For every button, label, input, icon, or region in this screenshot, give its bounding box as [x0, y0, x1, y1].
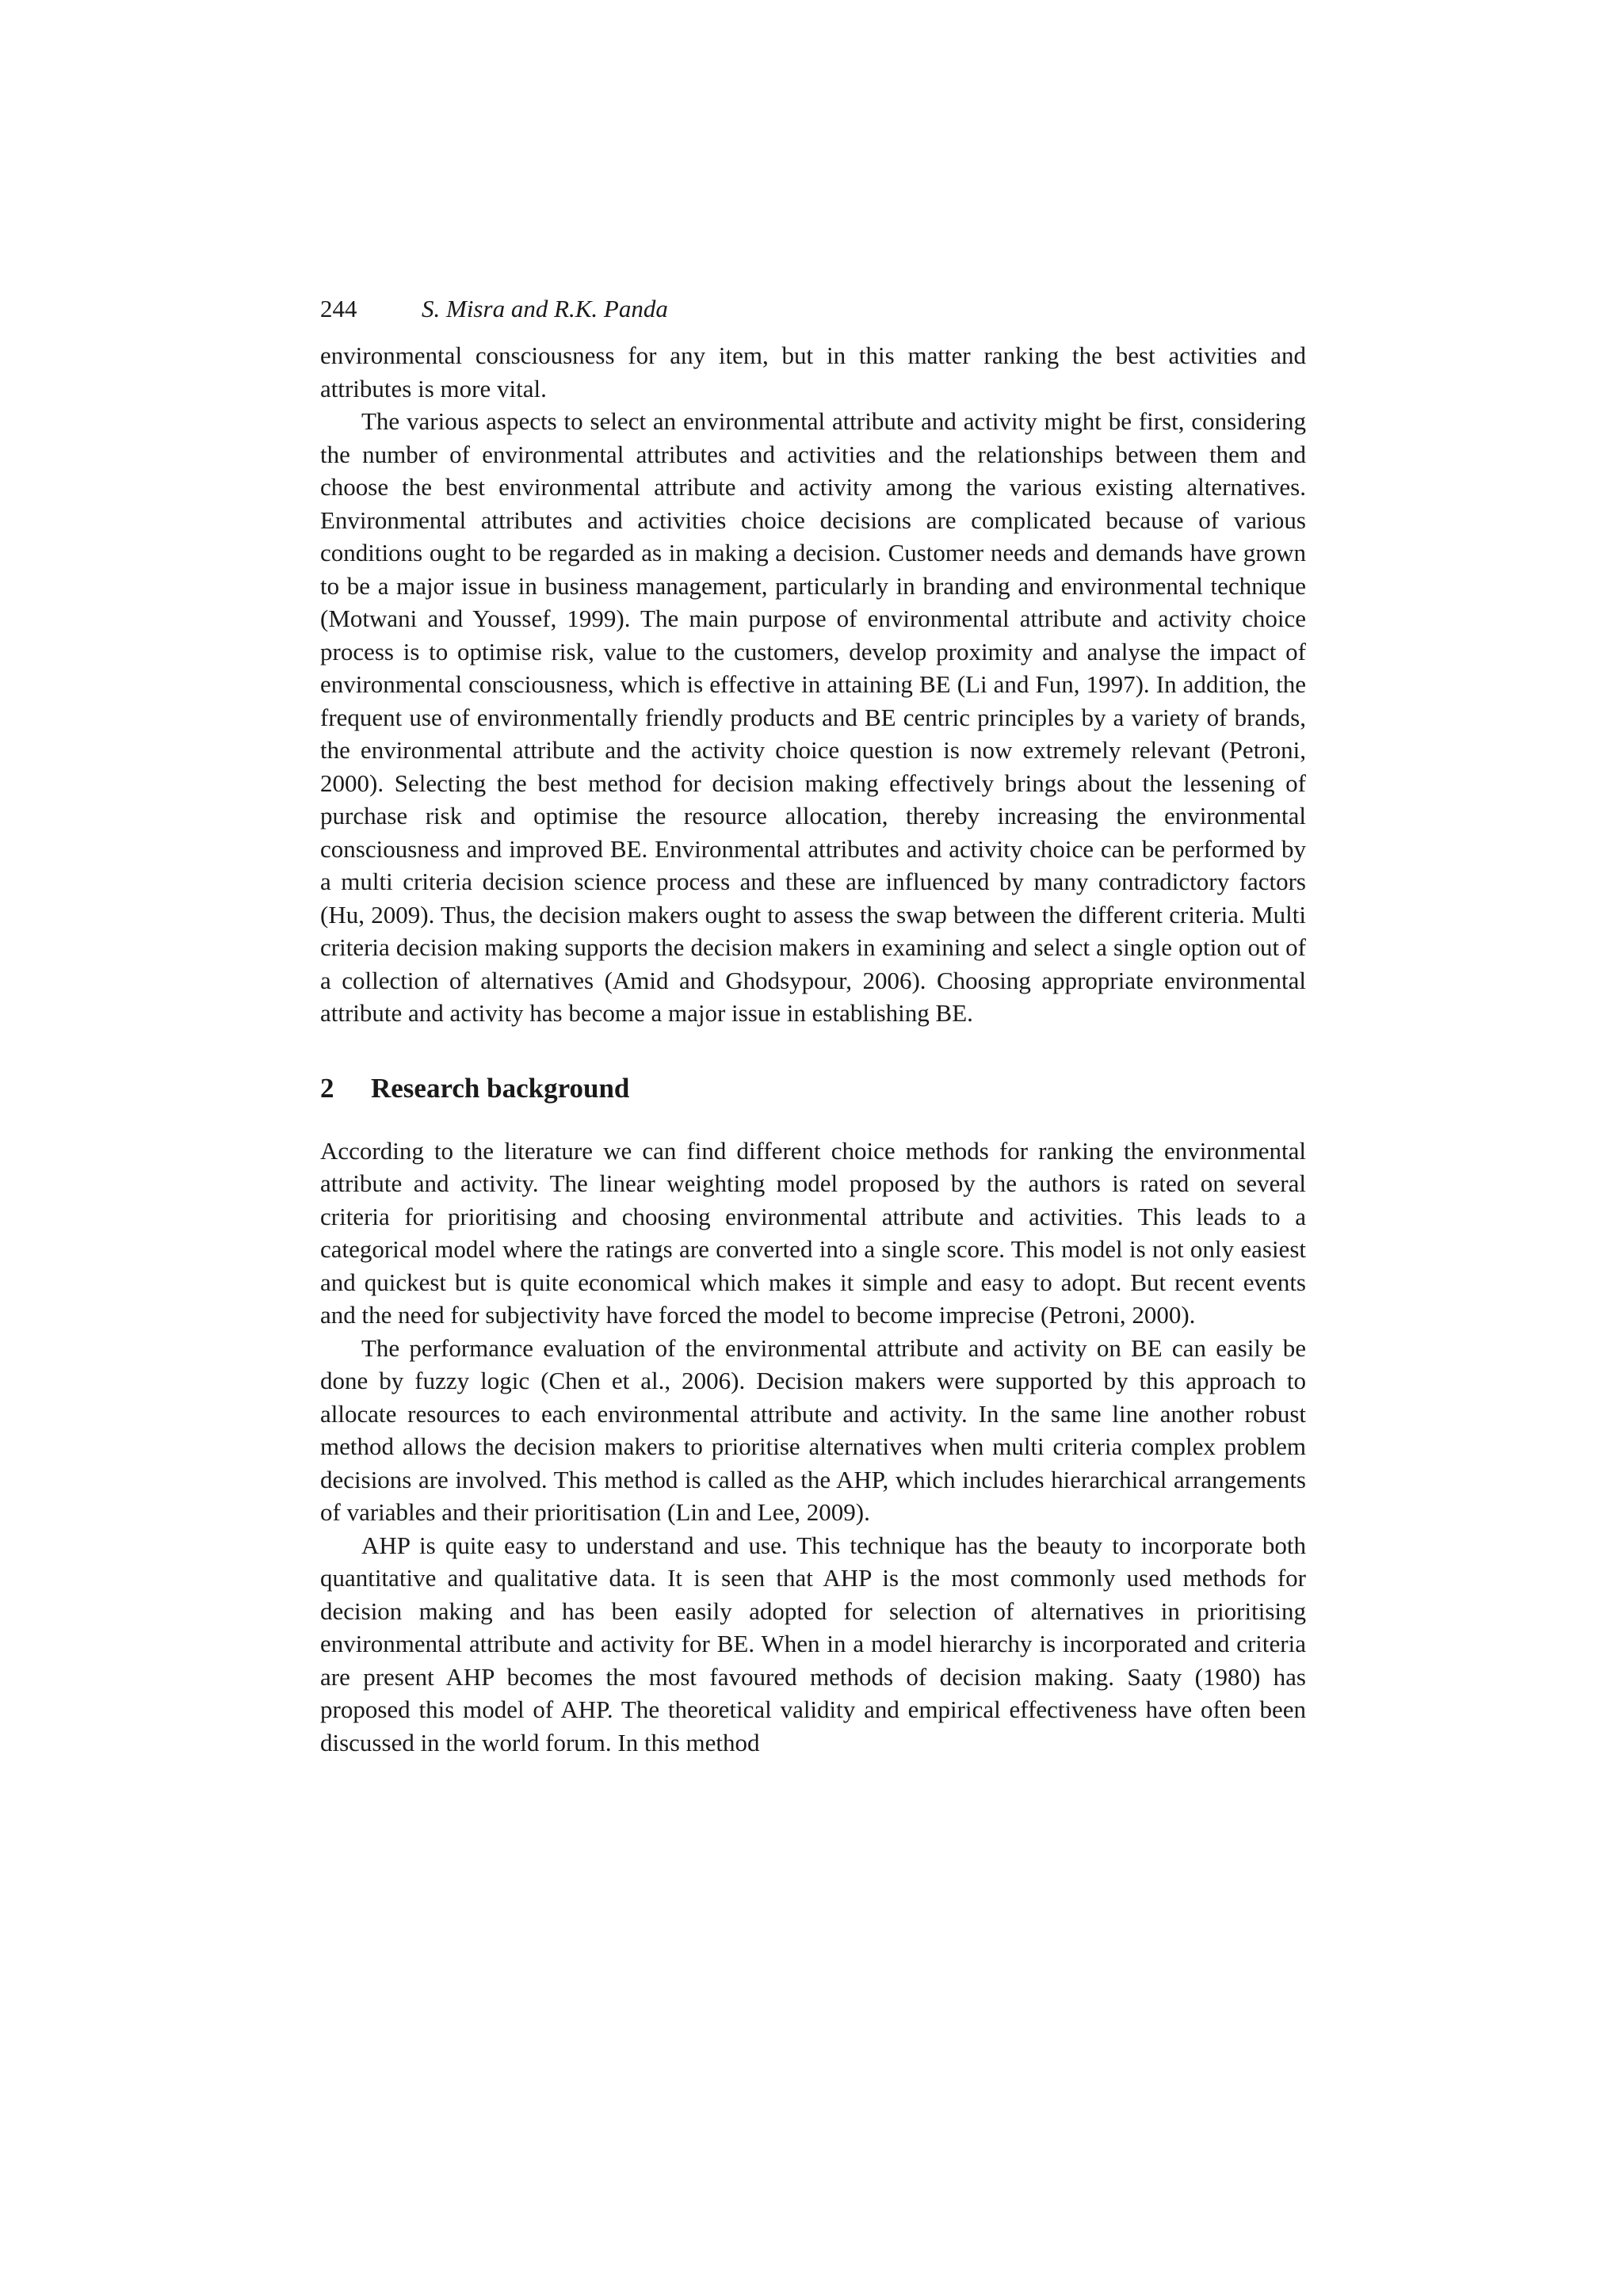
page-content [320, 293, 1306, 1759]
running-header [320, 293, 1306, 325]
section-paragraph-2: The performance evaluation of the environmental attribute and activity on BE can easily be done by fuzzy logic (Chen et al., 2006). Decision makers were supported by this approach to allocate resources to each environmental attribute and activity. In the same line another robust method allows the decision makers to prioritise alternatives when multi criteria complex problem decisions are involved. This method is called as the AHP, which includes hierarchical arrangements of variables and their prioritisation (Lin and Lee, 2009). [320, 1333, 1306, 1526]
section-paragraph-3: AHP is quite easy to understand and use. This technique has the beauty to incorporate both quantitative and qualitative data. It is seen that AHP is the most commonly used methods for decision making and has been easily adopted for selection of alternatives in prioritising environmental attribute and activity for BE. When in a model hierarchy is incorporated and criteria are present AHP becomes the most favoured methods of decision making. Saaty (1980) has proposed this model of AHP. The theoretical validity and empirical effectiveness have often been discussed in the world forum. In this method [320, 1531, 1306, 1756]
running-head-authors: S. Misra and R.K. Panda [422, 295, 668, 322]
section-paragraph-1: According to the literature we can find different choice methods for ranking the environmental attribute and activity. The linear weighting model proposed by the authors is rated on several criteria for prioritising and choosing environmental attribute and activities. This leads to a categorical model where the ratings are converted into a single score. This model is not only easiest and quickest but is quite economical which makes it simple and easy to adopt. But recent events and the need for subjectivity have forced the model to become imprecise (Petroni, 2000). [320, 1136, 1306, 1329]
body-paragraph-2: The various aspects to select an environmental attribute and activity might be first, considering the number of environmental attributes and activities and the relationships between them and choose the best environmental attribute and activity among the various existing alternatives. Environmental attributes and activities choice decisions are complicated because of various conditions ought to be regarded as in making a decision. Customer needs and demands have grown to be a major issue in business management, particularly in branding and environmental technique (Motwani and Youssef, 1999). The main purpose of environmental attribute and activity choice process is to optimise risk, value to the customers, develop proximity and analyse the impact of environmental consciousness, which is effective in attaining BE (Li and Fun, 1997). In addition, the frequent use of environmentally friendly products and BE centric principles by a variety of brands, the environmental attribute and the activity choice question is now extremely relevant (Petroni, 2000). Selecting the best method for decision making effectively brings about the lessening of purchase risk and optimise the resource allocation, thereby increasing the environmental consciousness and improved BE. Environmental attributes and activity choice can be performed by a multi criteria decision science process and these are influenced by many contradictory factors (Hu, 2009). Thus, the decision makers ought to assess the swap between the different criteria. Multi criteria decision making supports the decision makers in examining and select a single option out of a collection of alternatives (Amid and Ghodsypour, 2006). Choosing appropriate environmental attribute and activity has become a major issue in establishing BE. [320, 407, 1306, 1027]
page-number: 244 [320, 295, 357, 322]
section-heading [320, 1071, 1306, 1106]
section-number: 2 [320, 1072, 334, 1104]
section-title: Research background [371, 1072, 630, 1104]
body-paragraph-1: environmental consciousness for any item, but in this matter ranking the best activities and attributes is more vital. [320, 341, 1306, 402]
